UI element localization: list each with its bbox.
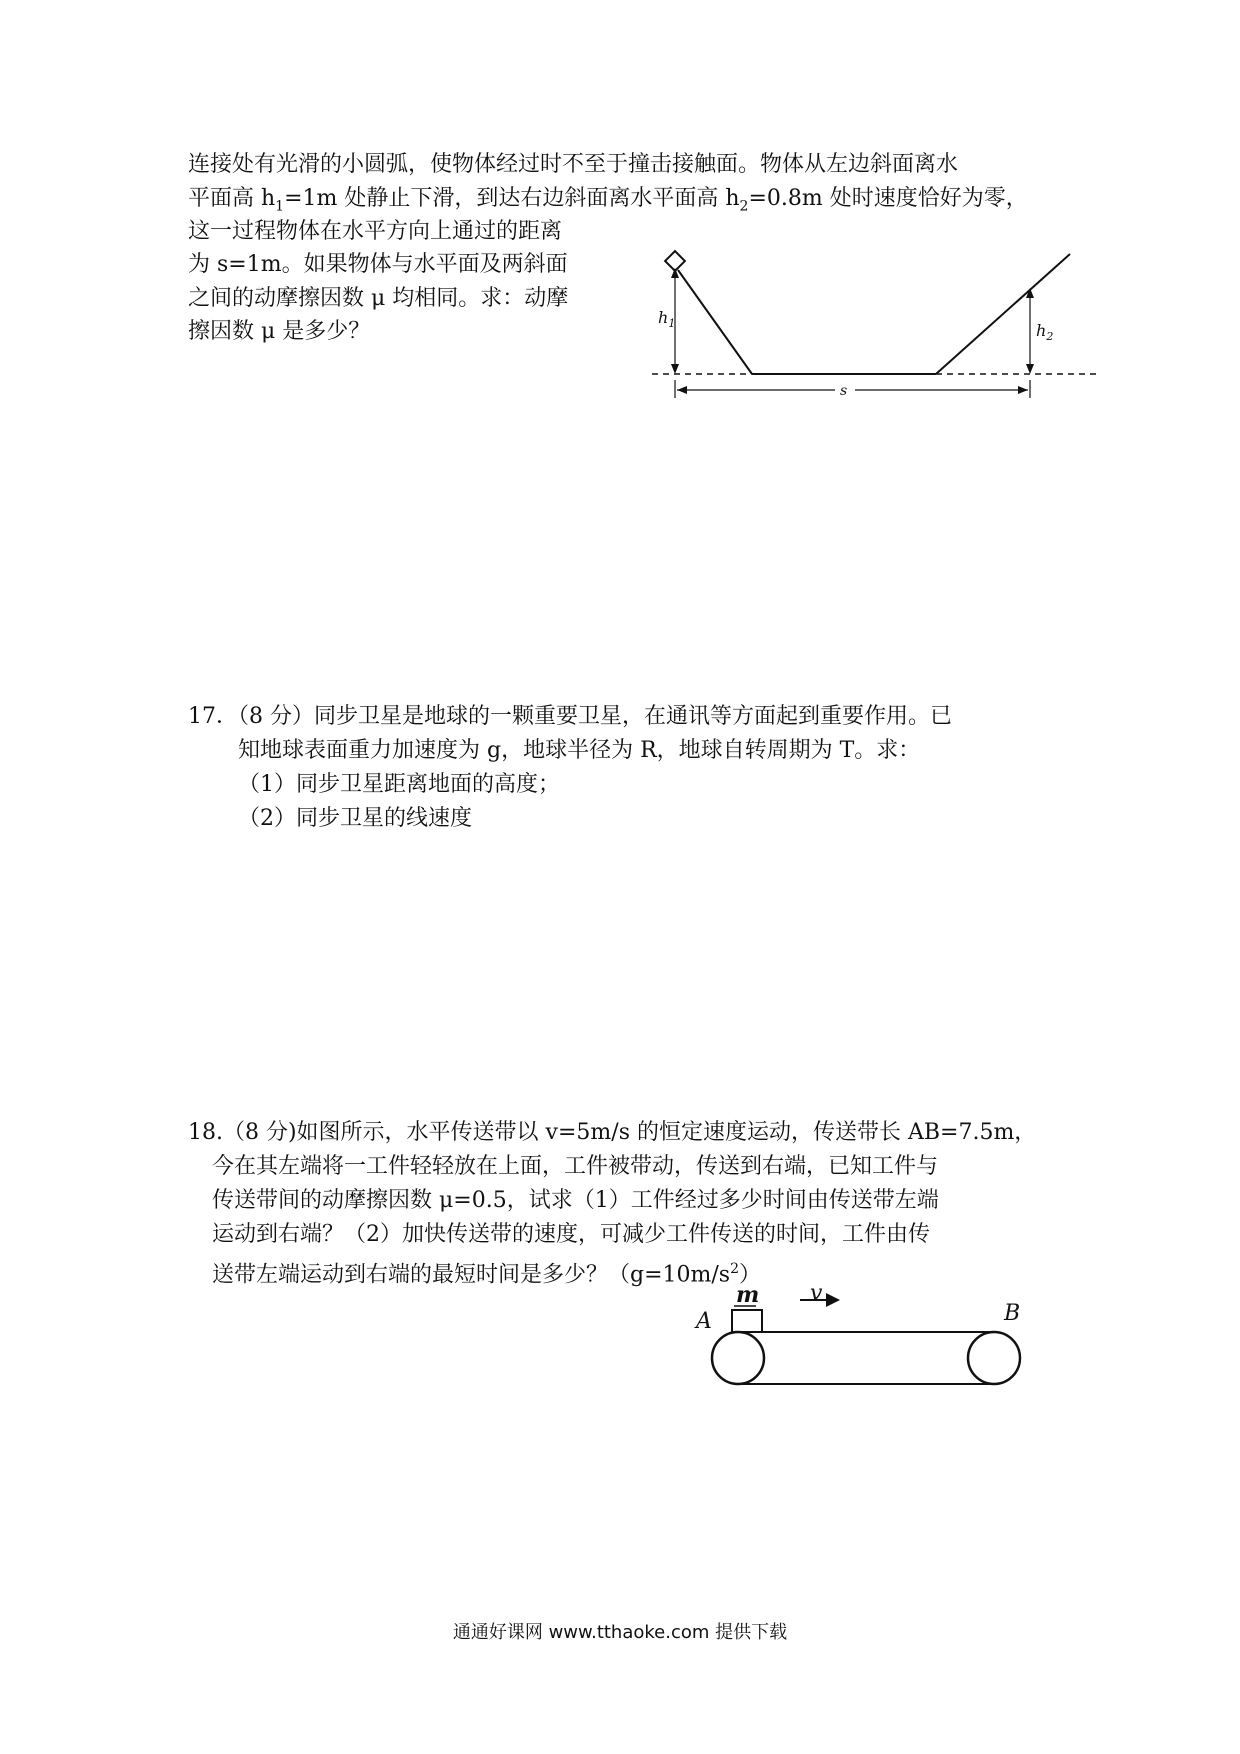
s-arrow-right — [1018, 386, 1028, 394]
p17-line-3: （1）同步卫星距离地面的高度； — [238, 772, 560, 797]
object-block — [665, 251, 685, 271]
left-pulley — [712, 1332, 764, 1384]
p18-line-5-b: ） — [739, 1262, 762, 1288]
p18-line-3: 传送带间的动摩擦因数 μ=0.5，试求（1）工件经过多少时间由传送带左端 — [212, 1188, 939, 1213]
p16-line-2-sub1: 1 — [275, 198, 285, 215]
page-footer: 通通好课网 www.tthaoke.com 提供下载 — [452, 1622, 788, 1643]
p16-line-3: 这一过程物体在水平方向上通过的距离 — [188, 219, 563, 244]
p18-line-4: 运动到右端？（2）加快传送带的速度，可减少工件传送的时间，工件由传 — [212, 1222, 930, 1247]
p16-line-1: 连接处有光滑的小圆弧，使物体经过时不至于撞击接触面。物体从左边斜面离水 — [188, 152, 959, 177]
p17-line-1: 17．（8 分）同步卫星是地球的一颗重要卫星，在通讯等方面起到重要作用。已 — [188, 704, 952, 729]
m-label: m — [736, 1282, 760, 1308]
h2-arrow-down — [1026, 364, 1034, 374]
p16-line-5: 之间的动摩擦因数 μ 均相同。求：动摩 — [188, 286, 569, 311]
h1-arrow-down — [671, 364, 679, 374]
p16-line-2-sub2: 2 — [739, 198, 749, 215]
right-slope — [936, 254, 1070, 374]
p18-line-5-sup: 2 — [730, 1261, 739, 1277]
a-label: A — [696, 1309, 712, 1334]
incline-diagram — [650, 240, 1110, 410]
p16-line-2-a: 平面高 h — [188, 186, 276, 211]
p16-line-2-b: =1m 处静止下滑，到达右边斜面离水平面高 h — [284, 186, 740, 211]
p16-line-6: 擦因数 μ 是多少？ — [188, 319, 371, 344]
left-slope — [678, 270, 752, 374]
b-label: B — [1004, 1301, 1021, 1326]
right-pulley — [968, 1332, 1020, 1384]
p16-line-2-c: =0.8m 处时速度恰好为零， — [748, 186, 1028, 211]
h1-label: $h_1$ — [658, 308, 676, 330]
s-label: s — [840, 383, 848, 399]
velocity-arrow-head — [826, 1293, 840, 1307]
v-label: v — [810, 1282, 823, 1306]
p18-line-1: 18.（8 分)如图所示，水平传送带以 v=5m/s 的恒定速度运动，传送带长 AB=7.5m， — [188, 1120, 1037, 1145]
p17-line-2: 知地球表面重力加速度为 g，地球半径为 R，地球自转周期为 T。求： — [238, 738, 921, 763]
p16-line-2 — [188, 184, 1028, 221]
s-arrow-left — [677, 386, 687, 394]
h2-label: $h_2$ — [1036, 321, 1054, 343]
p18-line-2: 今在其左端将一工件轻轻放在上面，工件被带动，传送到右端，已知工件与 — [212, 1154, 939, 1179]
p17-line-4: （2）同步卫星的线速度 — [238, 806, 472, 831]
p18-line-5 — [212, 1254, 761, 1290]
conveyor-belt-diagram — [690, 1282, 1050, 1392]
workpiece-box — [732, 1310, 762, 1332]
p18-line-5-a: 送带左端运动到右端的最短时间是多少？（g=10m/s — [212, 1262, 731, 1288]
p16-line-4: 为 s=1m。如果物体与水平面及两斜面 — [188, 252, 568, 277]
